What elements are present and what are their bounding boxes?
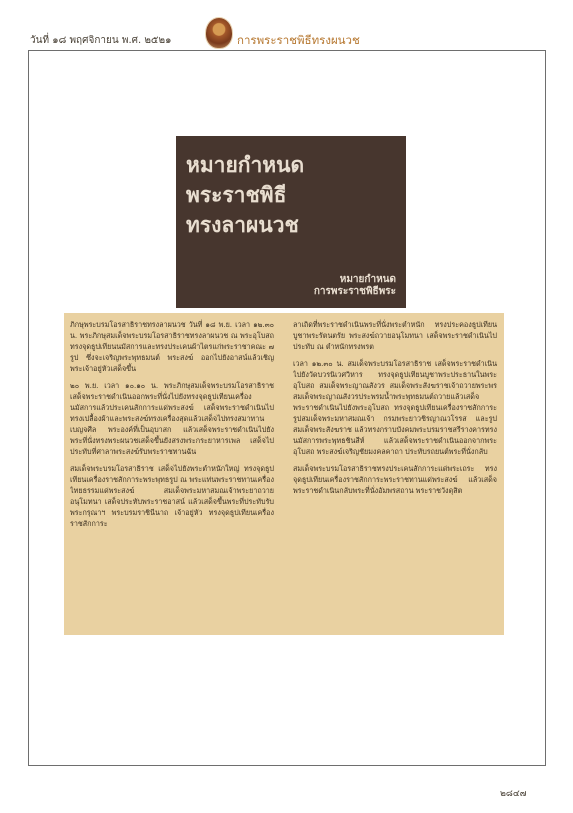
page-header <box>0 0 573 52</box>
newspaper-article <box>64 313 504 635</box>
subtitle-line: หมายกำหนด <box>339 274 396 285</box>
headline-text <box>186 150 304 240</box>
section-title: การพระราชพิธีทรงผนวช <box>237 33 360 47</box>
monk-portrait-emblem-icon <box>206 18 232 48</box>
article-paragraph: เวลา ๑๒.๓๐ น. สมเด็จพระบรมโอรสาธิราช เสด็จพระราชดำเนินไปยังวัดบวรนิเวศวิหาร ทรงจุดธูปเทียนบูชาพระประธานในพระอุโบสถ สมเด็จพระญาณสังวร สมเด็จพระสังฆราชเจ้าถวายพระพร สมเด็จพระญาณสังวรประพรมน้ำพระพุทธมนต์ถวายแล้วเสด็จพระราชดำเนินไปยังพระอุโบสถ ทรงจุดธูปเทียนเครื่องราชสักการะรูปสมเด็จพระมหาสมณเจ้า กรมพระยาวชิรญาณวโรรส และรูปสมเด็จพระสังฆราช แล้วทรงกราบบังคมพระบรมราชสรีรางคารทรงนมัสการพระพุทธชินสีห์ แล้วเสด็จพระราชดำเนินออกจากพระอุโบสถ พระสงฆ์เจริญชัยมงคลคาถา ประทับรถยนต์พระที่นั่งกลับ <box>293 359 497 456</box>
article-paragraph: ภิกษุพระบรมโอรสาธิราชทรงลาผนวช วันที่ ๑๘ พ.ย. เวลา ๑๒.๓๐ น. พระภิกษุสมเด็จพระบรมโอรสาธิราชทรงลาผนวช ณ พระอุโบสถ ทรงจุดธูปเทียนนมัสการและทรงประเคนผ้าไตรแก่พระราชาคณะ ๗ รูป ซึ่งจะเจริญพระพุทธมนต์ พระสงฆ์ ออกไปยังอาสน์แล้วเชิญพระเจ้าอยู่หัวเสด็จขึ้น <box>70 320 274 373</box>
headline-subtitle <box>314 274 396 298</box>
article-left-column <box>70 319 274 631</box>
headline-line: หมายกำหนด <box>186 153 305 177</box>
document-date: วันที่ ๑๘ พฤศจิกายน พ.ศ. ๒๕๒๑ <box>30 35 172 46</box>
article-right-column <box>293 319 497 631</box>
headline-clipping <box>176 136 406 308</box>
article-paragraph: สมเด็จพระบรมโอรสาธิราช เสด็จไปยังพระตำหนักใหญ่ ทรงจุดธูปเทียนเครื่องราชสักการะพระพุทธรูป ณ พระแท่นพระราชทานเครื่องไทยธรรมแด่พระสงฆ์ สมเด็จพระมหาสมณเจ้าพระยาถวายอนุโมทนา เสด็จประทับพระราชอาสน์ แล้วเสด็จขึ้นพระที่ประทับรับพระกรุณาฯ พระบรมราชินีนาถ เจ้าอยู่หัว ทรงจุดธูปเทียนเครื่องราชสักการะ <box>70 464 274 528</box>
subtitle-line: การพระราชพิธีพระ <box>313 286 396 297</box>
page-number: ๒๘๔๗ <box>500 789 527 799</box>
article-paragraph: สมเด็จพระบรมโอรสาธิราชทรงประเคนสักการะแด่พระเถระ ทรงจุดธูปเทียนเครื่องราชสักการะพระราชทานแด่พระสงฆ์ แล้วเสด็จพระราชดำเนินกลับพระที่นั่งอัมพรสถาน พระราชวังดุสิต <box>293 464 497 495</box>
headline-line: ทรงลาผนวช <box>186 213 299 237</box>
article-paragraph: ๒๐ พ.ย. เวลา ๑๐.๑๐ น. พระภิกษุสมเด็จพระบรมโอรสาธิราช เสด็จพระราชดำเนินออกพระที่นั่งไปยังทรงจุดธูปเทียนเครื่องนมัสการแล้วประเคนสักการะแด่พระสงฆ์ เสด็จพระราชดำเนินไปทรงเปลื้องผ้าและพระสงฆ์ทรงเครื่องสุดแล้วเสด็จไปทรงสมาทานเบญจศีล พระองค์ที่เป็นอุบาสก แล้วเสด็จพระราชดำเนินไปยังพระที่นั่งทรงพระผนวชเสด็จขึ้นยังสรงพระกระยาหารเพล เสด็จไปประทับที่ศาลาพระสงฆ์รับพระราชทานฉัน <box>70 381 274 456</box>
headline-line: พระราชพิธี <box>186 183 287 207</box>
article-paragraph: ลาเถิดที่พระราชดำเนินพระที่นั่งพระตำหนัก ทรงประคองธูปเทียนบูชาพระรัตนตรัย พระสงฆ์ถวายอนุโมทนา เสด็จพระราชดำเนินไปประทับ ณ ตำหนักทรงพรต <box>293 320 497 351</box>
